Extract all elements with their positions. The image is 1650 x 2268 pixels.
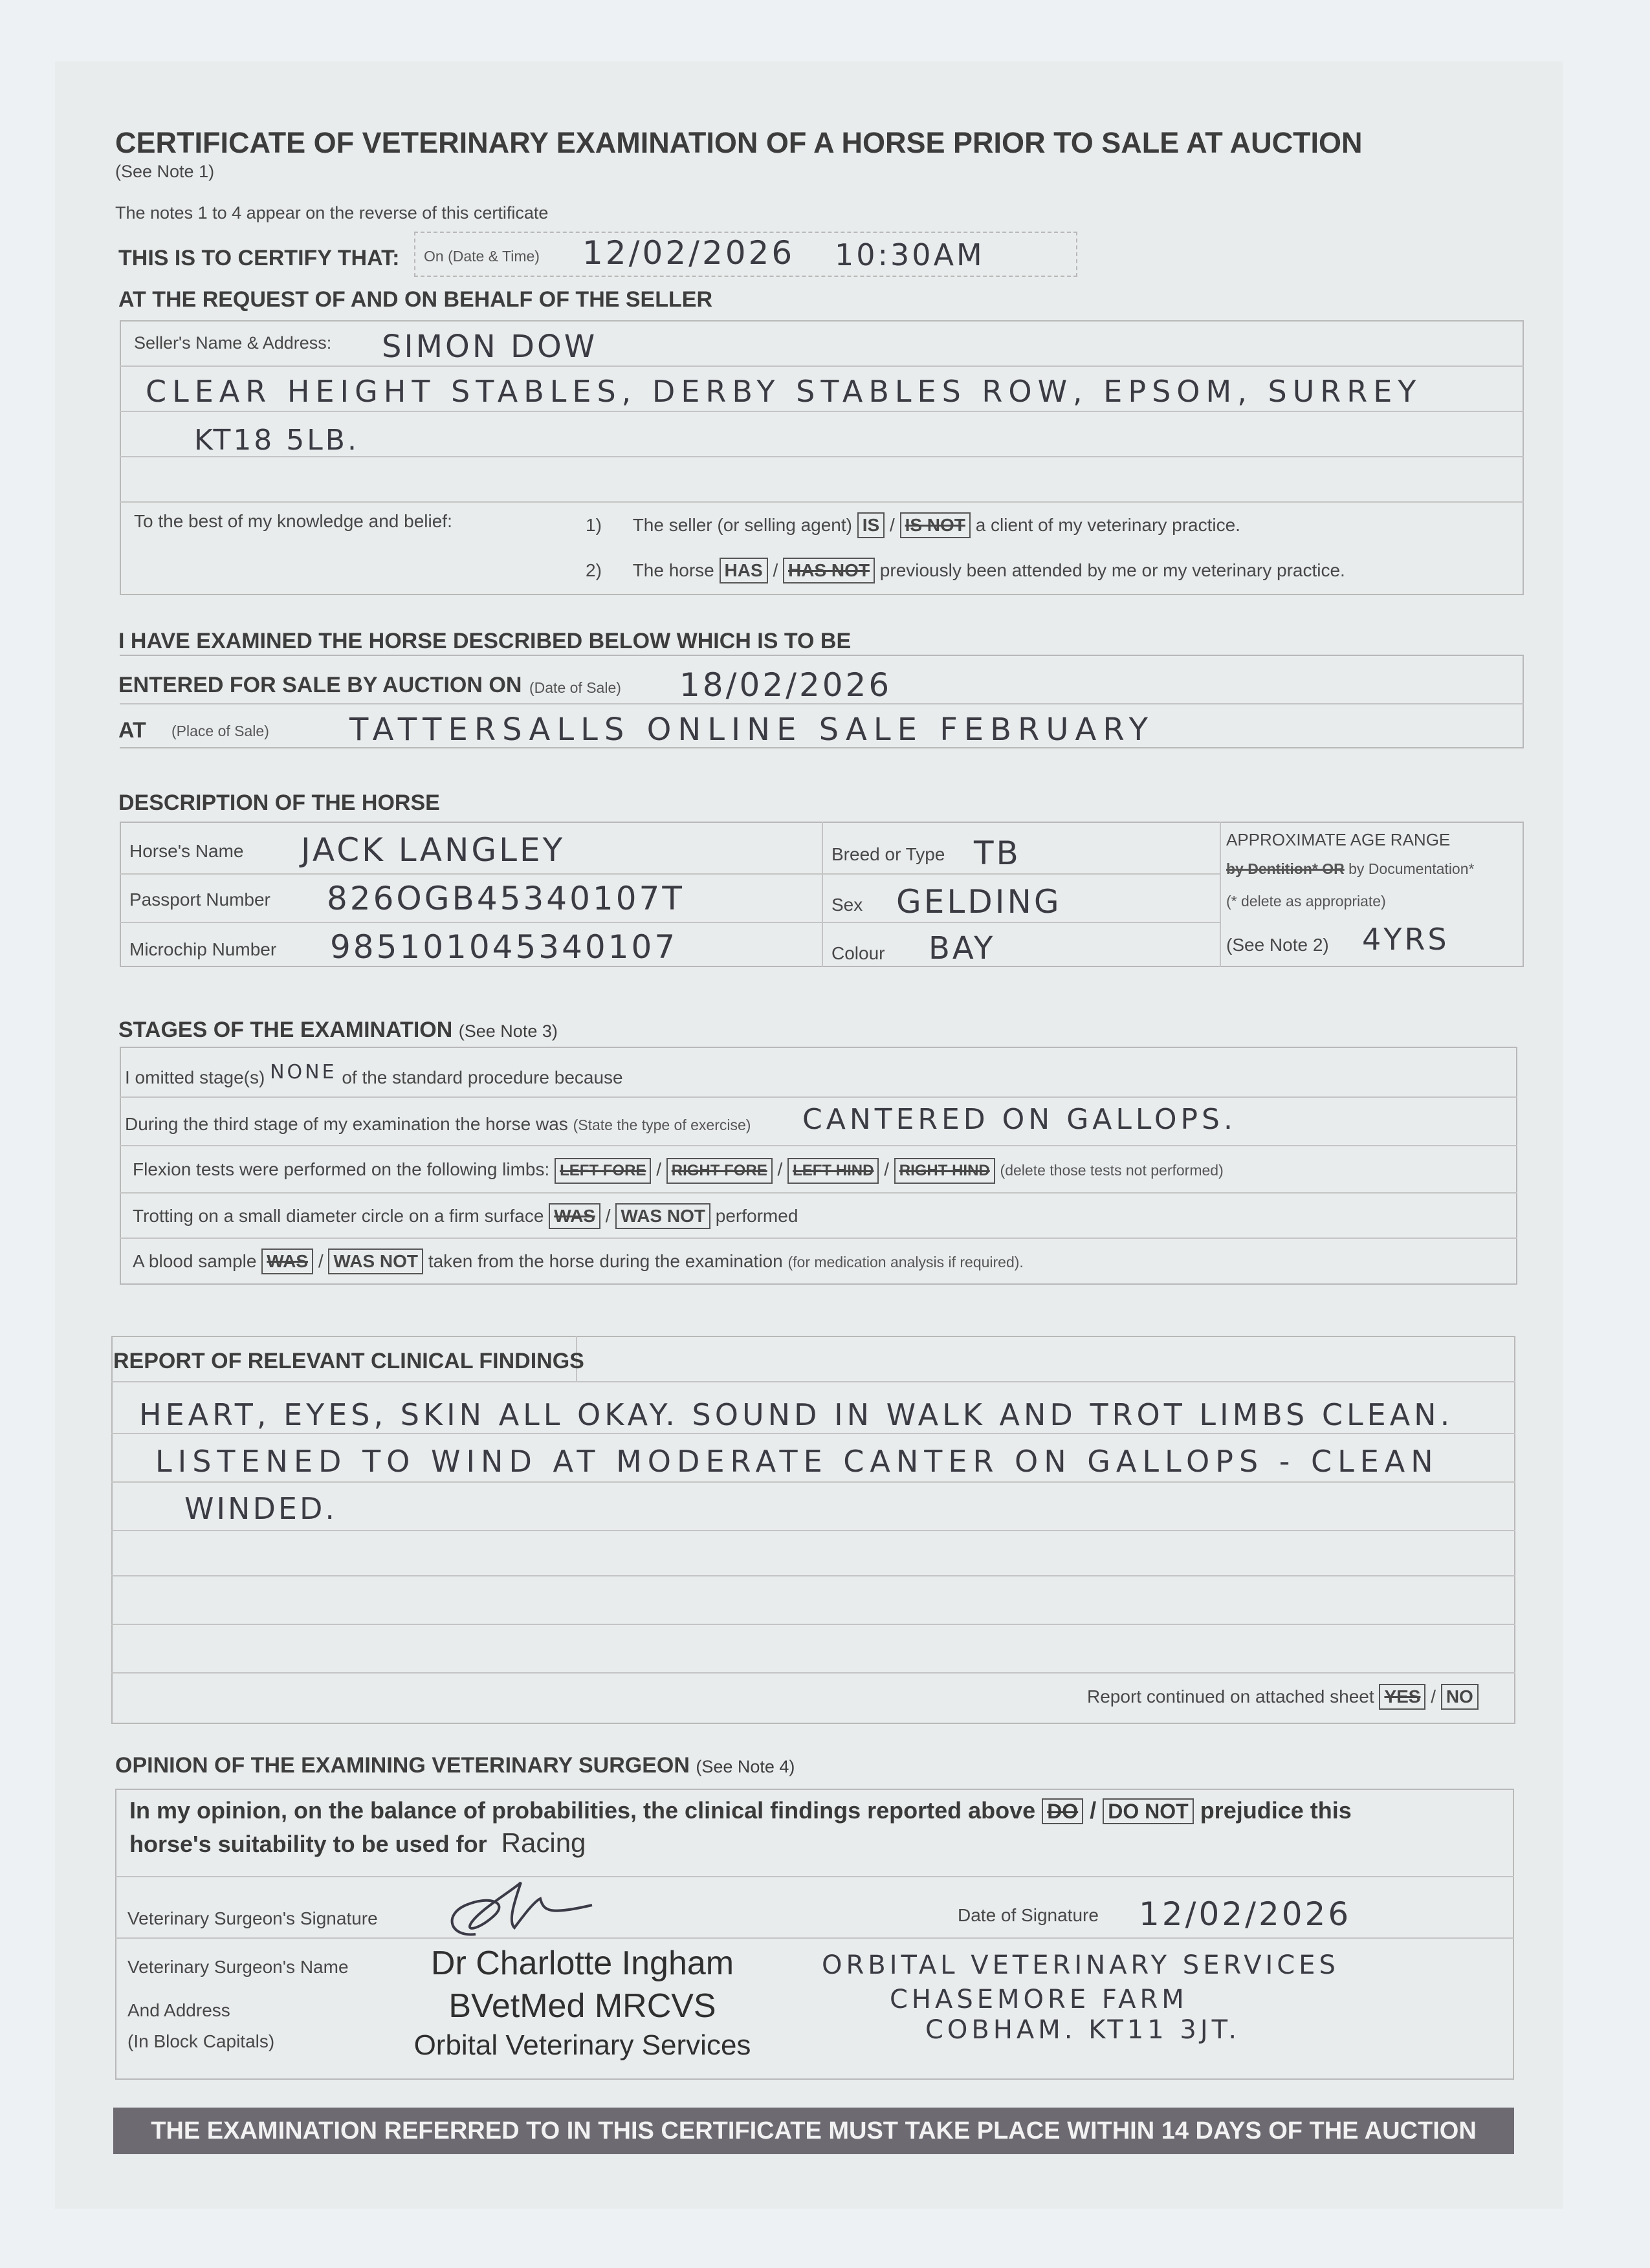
vet-name-label: Veterinary Surgeon's Name — [127, 1957, 349, 1977]
seller-address-line1[interactable]: CLEAR HEIGHT STABLES, DERBY STABLES ROW, EPSOM, SURREY — [146, 374, 1422, 409]
third-hint: (State the type of exercise) — [573, 1117, 751, 1133]
item2-pre: The horse — [632, 560, 714, 580]
vet-address-line1[interactable]: ORBITAL VETERINARY SERVICES — [822, 1950, 1339, 1980]
item2-sep: / — [773, 560, 778, 580]
sex-label: Sex — [831, 895, 863, 915]
trot-line — [133, 1203, 798, 1229]
date-of-signature-label: Date of Signature — [958, 1905, 1099, 1925]
omitted-line — [125, 1061, 623, 1089]
title-see-note: (See Note 1) — [115, 162, 215, 181]
flexion-post: (delete those tests not performed) — [1000, 1162, 1224, 1179]
age-value[interactable]: 4YRS — [1362, 922, 1449, 957]
sale-place[interactable]: TATTERSALLS ONLINE SALE FEBRUARY — [349, 712, 1154, 748]
age-heading: APPROXIMATE AGE RANGE — [1226, 830, 1451, 849]
third-stage-exercise[interactable]: CANTERED ON GALLOPS. — [802, 1103, 1237, 1136]
client-is-option[interactable]: IS — [857, 512, 885, 538]
colour-value[interactable]: BAY — [929, 930, 996, 966]
flex-sep-3: / — [884, 1159, 889, 1179]
opinion-heading — [115, 1753, 795, 1778]
blood-line — [133, 1248, 1024, 1274]
item2-num: 2) — [586, 560, 602, 580]
exam-time[interactable]: 10:30AM — [835, 237, 985, 272]
item1-sep: / — [890, 515, 895, 535]
vet-address-label: And Address — [127, 2000, 230, 2020]
opinion-see-note: (See Note 4) — [696, 1757, 795, 1776]
opinion-heading-text: OPINION OF THE EXAMINING VETERINARY SURGEON — [115, 1753, 690, 1778]
opinion-line2 — [129, 1827, 586, 1859]
sale-date[interactable]: 18/02/2026 — [679, 666, 892, 704]
item1-pre: The seller (or selling agent) — [632, 515, 852, 535]
trot-was-option[interactable]: WAS — [549, 1203, 600, 1229]
blood-note: (for medication analysis if required). — [787, 1254, 1024, 1270]
opinion-do-not-option[interactable]: DO NOT — [1103, 1798, 1193, 1824]
horse-name[interactable]: JACK LANGLEY — [301, 831, 566, 869]
breed-value[interactable]: TB — [974, 834, 1021, 872]
certificate-title: CERTIFICATE OF VETERINARY EXAMINATION OF A HORSE PRIOR TO SALE AT AUCTION — [115, 126, 1363, 159]
opinion-text — [129, 1797, 1501, 1824]
item1-post: a client of my veterinary practice. — [975, 515, 1240, 535]
sale-place-label: (Place of Sale) — [171, 723, 269, 739]
notes-line: The notes 1 to 4 appear on the reverse of this certificate — [115, 203, 549, 223]
passport-number[interactable]: 826OGB45340107T — [327, 880, 685, 917]
knowledge-item2 — [586, 558, 1345, 583]
blood-sep: / — [318, 1251, 324, 1271]
seller-address-line2[interactable]: KT18 5LB. — [194, 424, 359, 457]
seller-box — [120, 320, 1524, 595]
blood-pre: A blood sample — [133, 1251, 257, 1271]
microchip-label: Microchip Number — [129, 939, 277, 959]
attended-has-not-option[interactable]: HAS NOT — [783, 558, 875, 583]
client-is-not-option[interactable]: IS NOT — [900, 512, 971, 538]
flex-left-hind-option[interactable]: LEFT HIND — [787, 1158, 879, 1184]
vet-qualifications: BVetMed MRCVS — [448, 1987, 716, 2025]
flexion-pre: Flexion tests were performed on the following limbs: — [133, 1159, 550, 1179]
seller-name[interactable]: SIMON DOW — [382, 329, 598, 365]
flex-right-fore-option[interactable]: RIGHT FORE — [666, 1158, 773, 1184]
date-time-label: On (Date & Time) — [424, 248, 540, 265]
sex-value[interactable]: GELDING — [896, 883, 1062, 921]
opinion-text-line2: horse's suitability to be used for — [129, 1831, 487, 1857]
footer-banner — [113, 2108, 1514, 2154]
breed-label: Breed or Type — [831, 844, 945, 864]
third-pre: During the third stage of my examination the horse was — [125, 1114, 568, 1134]
continued-no-option[interactable]: NO — [1441, 1684, 1479, 1710]
exam-date[interactable]: 12/02/2026 — [582, 234, 795, 272]
vet-signature — [437, 1876, 605, 1947]
blood-post: taken from the horse during the examination — [428, 1251, 783, 1271]
request-line: AT THE REQUEST OF AND ON BEHALF OF THE SELLER — [118, 287, 712, 312]
age-by-dentition[interactable]: by Dentition* OR — [1226, 860, 1345, 877]
horse-name-label: Horse's Name — [129, 841, 244, 861]
opinion-use-value[interactable]: Racing — [501, 1827, 586, 1858]
age-by-documentation[interactable]: by Documentation* — [1348, 860, 1475, 877]
footer-banner-text: THE EXAMINATION REFERRED TO IN THIS CERTIFICATE MUST TAKE PLACE WITHIN 14 DAYS OF THE AUCTION — [151, 2117, 1477, 2144]
sale-heading: I HAVE EXAMINED THE HORSE DESCRIBED BELOW WHICH IS TO BE — [118, 629, 852, 653]
opinion-do-option[interactable]: DO — [1042, 1798, 1083, 1824]
flex-sep-1: / — [656, 1159, 661, 1179]
continued-sep: / — [1431, 1686, 1436, 1706]
item2-post: previously been attended by me or my veterinary practice. — [879, 560, 1345, 580]
sale-date-label: (Date of Sale) — [529, 679, 621, 696]
stages-see-note: (See Note 3) — [458, 1021, 558, 1041]
omitted-post: of the standard procedure because — [342, 1067, 623, 1087]
attended-has-option[interactable]: HAS — [720, 558, 768, 583]
flex-left-fore-option[interactable]: LEFT FORE — [555, 1158, 651, 1184]
certify-label: THIS IS TO CERTIFY THAT: — [118, 246, 400, 270]
colour-label: Colour — [831, 943, 885, 963]
sale-at-label: AT — [118, 718, 146, 743]
third-stage-line — [125, 1114, 751, 1135]
vet-address-line3[interactable]: COBHAM. KT11 3JT. — [925, 2015, 1241, 2045]
report-line-2[interactable]: LISTENED TO WIND AT MODERATE CANTER ON GALLOPS - CLEAN — [155, 1444, 1439, 1479]
microchip-number[interactable]: 985101045340107 — [330, 928, 678, 966]
trot-sep: / — [605, 1206, 611, 1226]
omitted-pre: I omitted stage(s) — [125, 1067, 265, 1087]
blood-was-option[interactable]: WAS — [261, 1248, 313, 1274]
report-continued-label: Report continued on attached sheet — [1087, 1686, 1374, 1706]
report-heading: REPORT OF RELEVANT CLINICAL FINDINGS — [113, 1349, 584, 1373]
omitted-value[interactable]: NONE — [270, 1061, 337, 1084]
passport-label: Passport Number — [129, 889, 270, 910]
report-line-1[interactable]: HEART, EYES, SKIN ALL OKAY. SOUND IN WALK AND TROT LIMBS CLEAN. — [139, 1397, 1454, 1432]
report-line-3[interactable]: WINDED. — [184, 1491, 337, 1526]
item1-num: 1) — [586, 515, 602, 535]
knowledge-label: To the best of my knowledge and belief: — [134, 511, 452, 531]
stages-heading-text: STAGES OF THE EXAMINATION — [118, 1018, 453, 1042]
age-method — [1226, 860, 1474, 878]
knowledge-item1 — [586, 512, 1240, 538]
vet-name: Dr Charlotte Ingham — [430, 1945, 734, 1982]
trot-pre: Trotting on a small diameter circle on a firm surface — [133, 1206, 544, 1226]
sale-entered-label: ENTERED FOR SALE BY AUCTION ON — [118, 673, 522, 697]
continued-yes-option[interactable]: YES — [1379, 1684, 1425, 1710]
description-heading: DESCRIPTION OF THE HORSE — [118, 791, 440, 815]
age-see-note: (See Note 2) — [1226, 935, 1329, 955]
seller-label: Seller's Name & Address: — [134, 333, 332, 353]
trot-was-not-option[interactable]: WAS NOT — [615, 1203, 710, 1229]
trot-post: performed — [715, 1206, 798, 1226]
opinion-text-pre: In my opinion, on the balance of probabilities, the clinical findings reported above — [129, 1797, 1036, 1824]
vet-name-stamp — [382, 1944, 783, 2062]
signature-label: Veterinary Surgeon's Signature — [127, 1908, 378, 1928]
blood-was-not-option[interactable]: WAS NOT — [328, 1248, 423, 1274]
flex-right-hind-option[interactable]: RIGHT HIND — [894, 1158, 995, 1184]
block-capitals-label: (In Block Capitals) — [127, 2031, 275, 2051]
vet-practice: Orbital Veterinary Services — [413, 2029, 751, 2061]
flexion-line — [133, 1158, 1224, 1184]
stages-heading — [118, 1018, 558, 1043]
vet-address-line2[interactable]: CHASEMORE FARM — [890, 1985, 1188, 2014]
opinion-text-post: prejudice this — [1200, 1797, 1352, 1824]
flex-sep-2: / — [777, 1159, 783, 1179]
age-delete-note: (* delete as appropriate) — [1226, 893, 1386, 910]
report-continued — [1087, 1684, 1479, 1710]
date-of-signature[interactable]: 12/02/2026 — [1139, 1895, 1352, 1933]
opinion-sep: / — [1090, 1797, 1097, 1824]
